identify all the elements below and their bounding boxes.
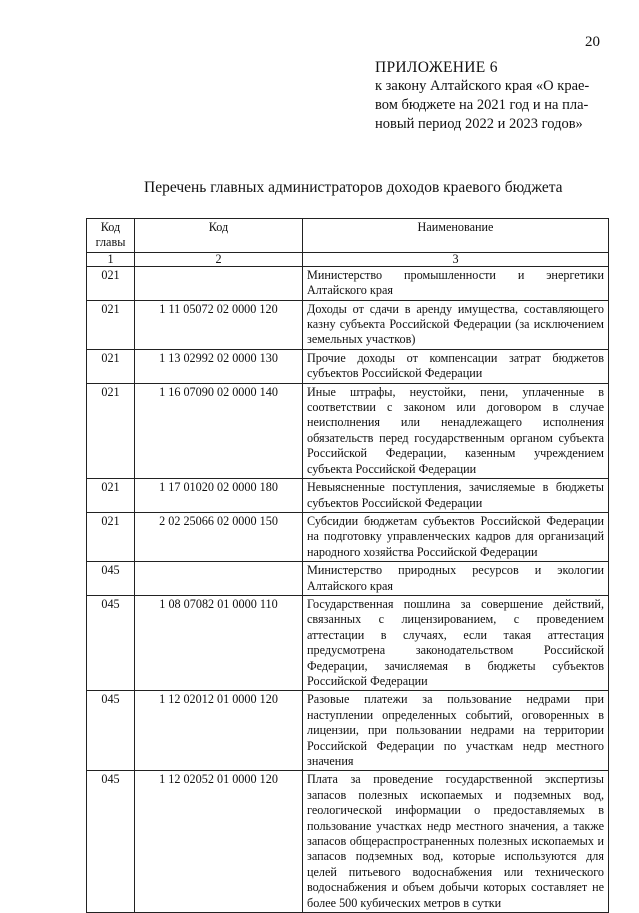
table-row <box>87 300 609 349</box>
column-number: 1 <box>87 252 135 266</box>
name-cell: Министерство промышленности и энергетики Алтайского края <box>303 266 609 300</box>
income-code-cell: 1 11 05072 02 0000 120 <box>135 300 303 349</box>
table-row <box>87 349 609 383</box>
column-numbers-row <box>87 252 609 266</box>
header-chapter-code: Код главы <box>87 219 135 253</box>
administrators-table <box>86 218 609 913</box>
table-row <box>87 595 609 690</box>
table-row <box>87 562 609 596</box>
name-cell: Государственная пошлина за совершение действий, связанных с лицензированием, с проведением аттестации в случаях, если такая аттестация предусмотрена законодательством Российской Федерации, зачисляемая в бюджеты субъектов Российской Федерации <box>303 595 609 690</box>
document-title: Перечень главных администраторов доходов краевого бюджета <box>144 179 563 196</box>
column-number: 2 <box>135 252 303 266</box>
header-name: Наименование <box>303 219 609 253</box>
table-row <box>87 479 609 513</box>
table-row <box>87 383 609 478</box>
appendix-title: ПРИЛОЖЕНИЕ 6 <box>375 59 498 76</box>
chapter-code-cell: 045 <box>87 562 135 596</box>
chapter-code-cell: 045 <box>87 771 135 913</box>
income-code-cell: 1 17 01020 02 0000 180 <box>135 479 303 513</box>
income-code-cell: 1 12 02012 01 0000 120 <box>135 691 303 771</box>
income-code-cell: 1 12 02052 01 0000 120 <box>135 771 303 913</box>
table-header-row <box>87 219 609 253</box>
table-row <box>87 266 609 300</box>
name-cell: Иные штрафы, неустойки, пени, уплаченные в соответствии с законом или договором в случае неисполнения или ненадлежащего исполнения обязательств перед государственным органом субъекта Российской Федерации, казенным учреждением субъекта Российской Федерации <box>303 383 609 478</box>
name-cell: Невыясненные поступления, зачисляемые в бюджеты субъектов Российской Федерации <box>303 479 609 513</box>
income-code-cell: 2 02 25066 02 0000 150 <box>135 512 303 561</box>
appendix-line: к закону Алтайского края «О крае- <box>375 78 590 94</box>
table-row <box>87 771 609 913</box>
name-cell: Прочие доходы от компенсации затрат бюджетов субъектов Российской Федерации <box>303 349 609 383</box>
chapter-code-cell: 021 <box>87 300 135 349</box>
income-code-cell: 1 13 02992 02 0000 130 <box>135 349 303 383</box>
chapter-code-cell: 021 <box>87 479 135 513</box>
table-row <box>87 691 609 771</box>
table-row <box>87 512 609 561</box>
name-cell: Министерство природных ресурсов и экологии Алтайского края <box>303 562 609 596</box>
column-number: 3 <box>303 252 609 266</box>
chapter-code-cell: 021 <box>87 383 135 478</box>
name-cell: Субсидии бюджетам субъектов Российской Федерации на подготовку управленческих кадров для организаций народного хозяйства Российской Федерации <box>303 512 609 561</box>
income-code-cell: 1 16 07090 02 0000 140 <box>135 383 303 478</box>
chapter-code-cell: 045 <box>87 691 135 771</box>
chapter-code-cell: 021 <box>87 349 135 383</box>
name-cell: Плата за проведение государственной экспертизы запасов полезных ископаемых и подземных вод, геологической информации о предоставляемых в пользование участках недр местного значения, а также запасов общераспространенных полезных ископаемых и запасов подземных вод, которые используются для целей питьевого водоснабжения или технического водоснабжения и объем добычи которых составляет не более 500 кубических метров в сутки <box>303 771 609 913</box>
name-cell: Разовые платежи за пользование недрами при наступлении определенных событий, оговоренных в лицензии, при пользовании недрами на территории Российской Федерации по участкам недр местного значения <box>303 691 609 771</box>
chapter-code-cell: 021 <box>87 266 135 300</box>
header-code: Код <box>135 219 303 253</box>
name-cell: Доходы от сдачи в аренду имущества, составляющего казну субъекта Российской Федерации (за исключением земельных участков) <box>303 300 609 349</box>
appendix-line: новый период 2022 и 2023 годов» <box>375 116 583 132</box>
appendix-block <box>375 58 611 134</box>
appendix-line: вом бюджете на 2021 год и на пла- <box>375 97 589 113</box>
income-code-cell <box>135 266 303 300</box>
chapter-code-cell: 021 <box>87 512 135 561</box>
page-number: 20 <box>585 34 600 50</box>
income-code-cell: 1 08 07082 01 0000 110 <box>135 595 303 690</box>
income-code-cell <box>135 562 303 596</box>
chapter-code-cell: 045 <box>87 595 135 690</box>
